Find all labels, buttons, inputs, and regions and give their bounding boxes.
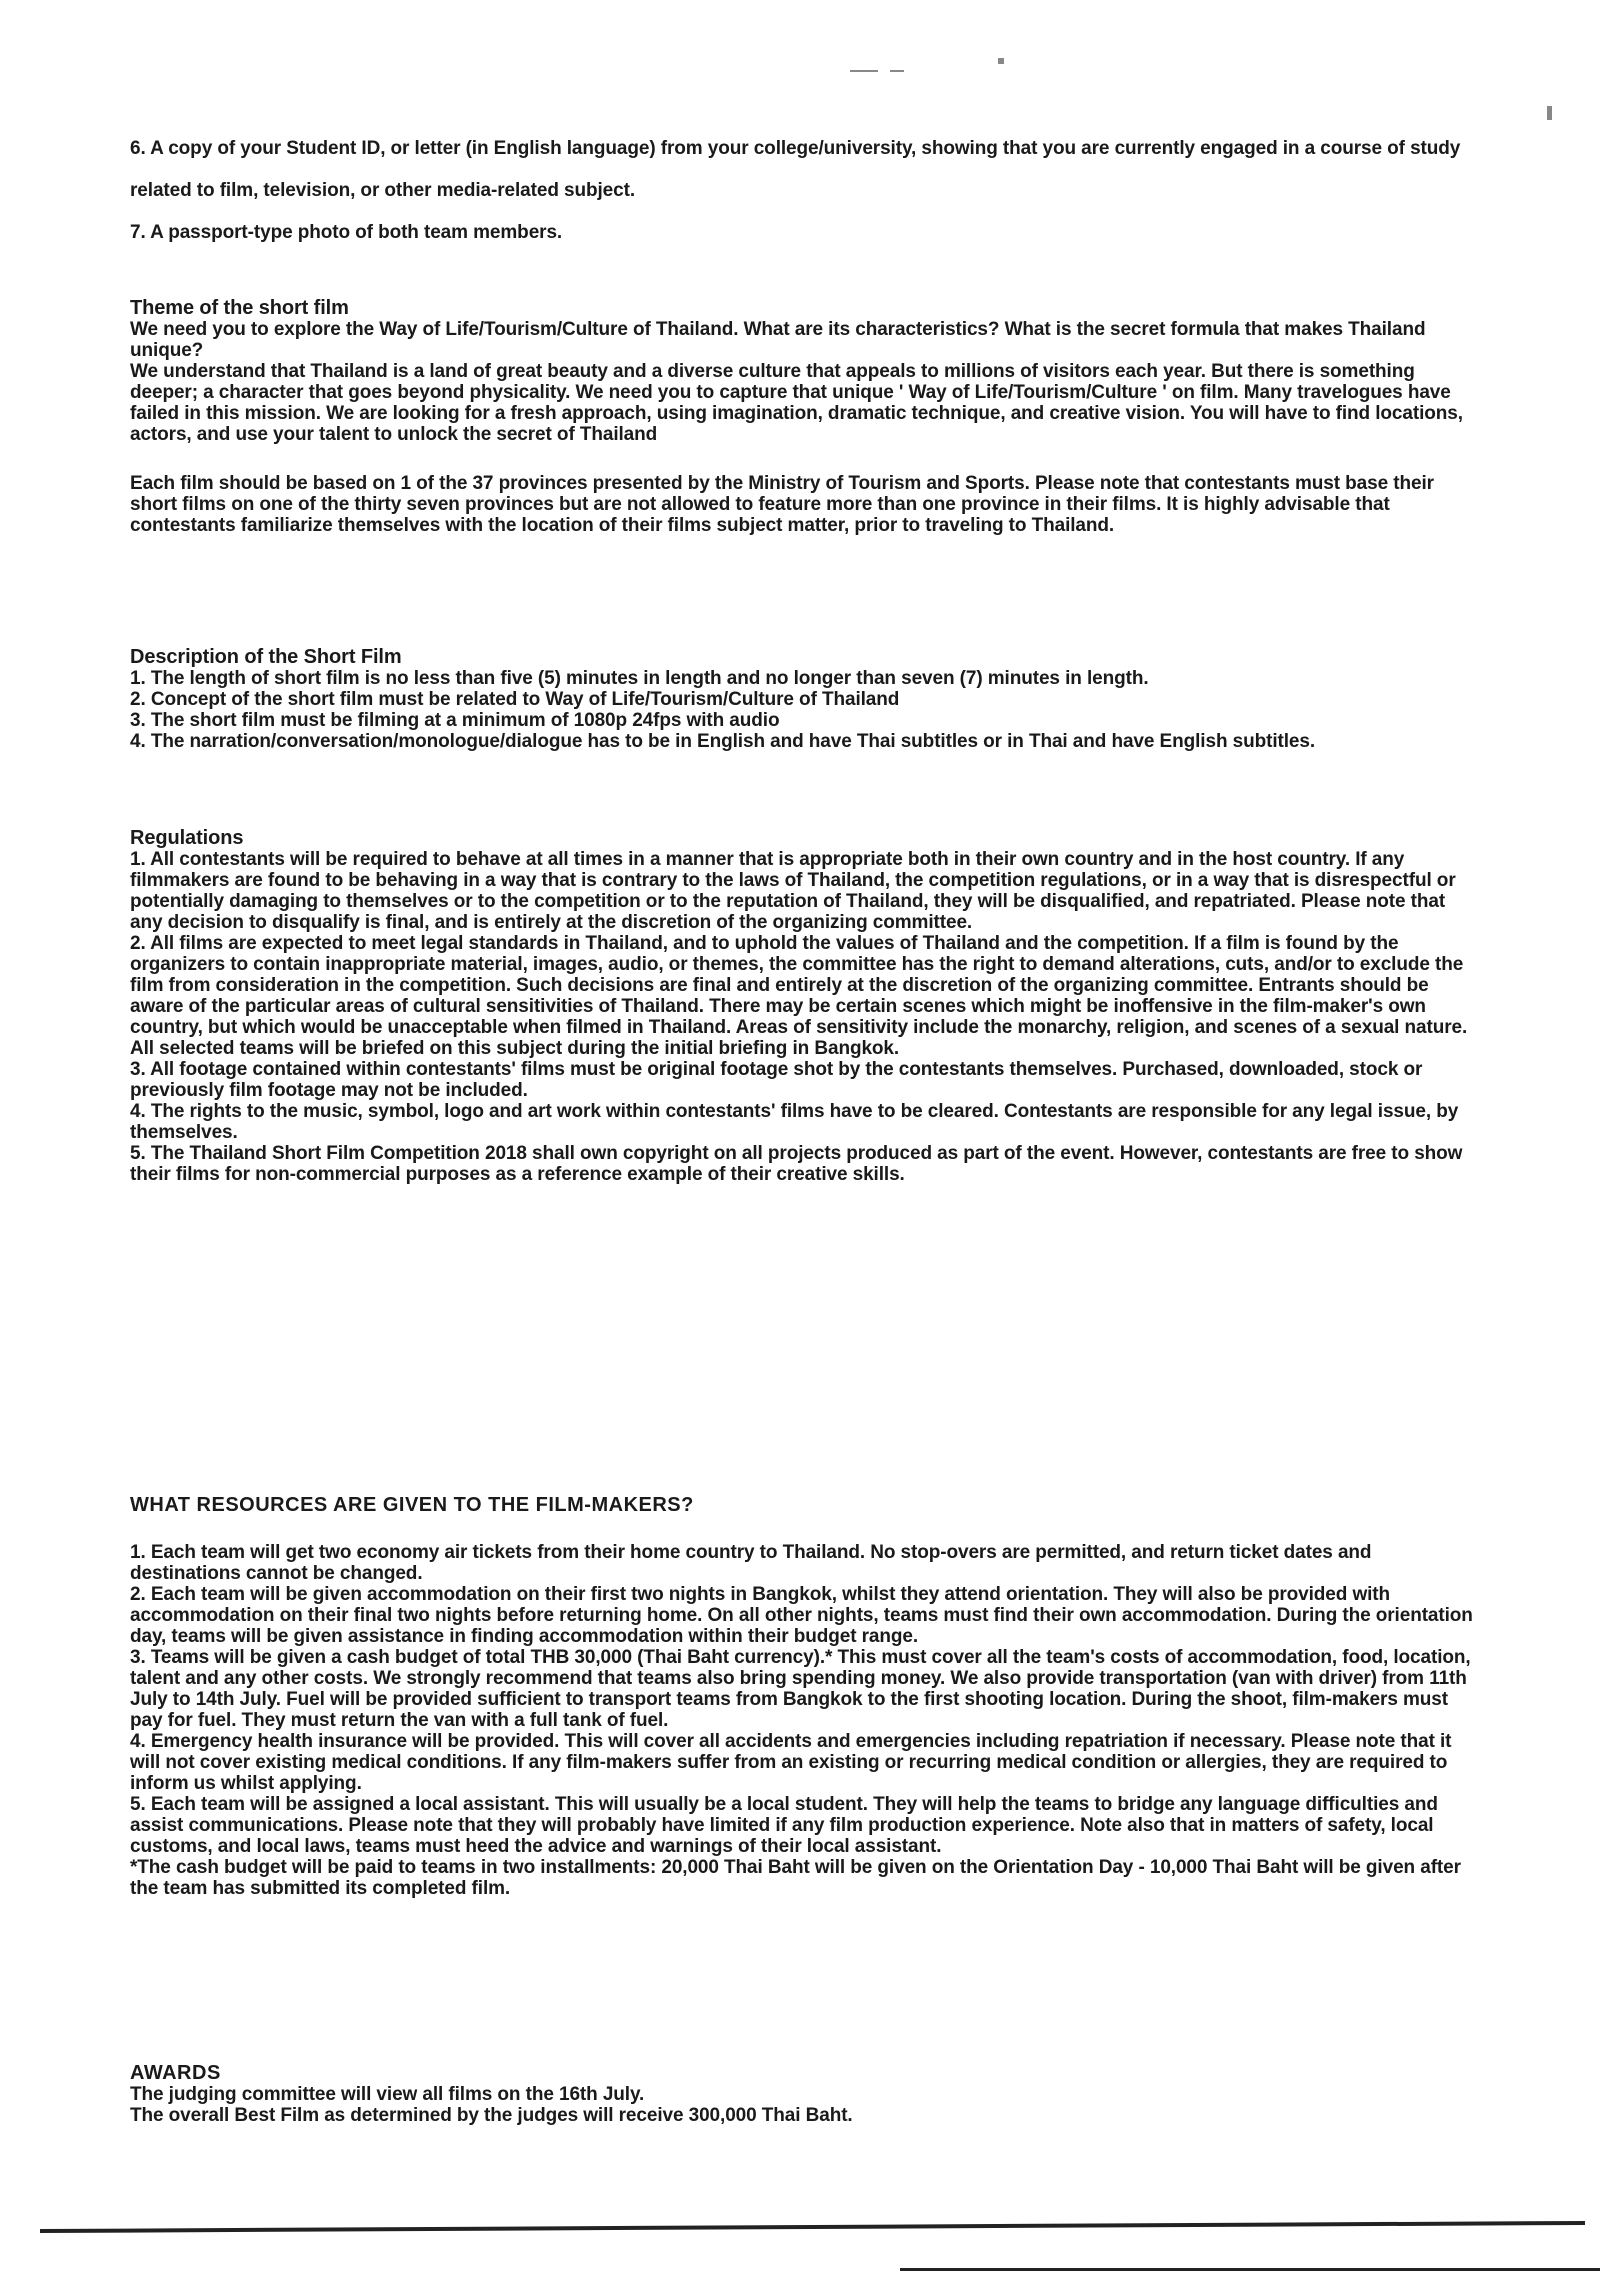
award-item: The judging committee will view all films on the 16th July. [130,2084,645,2105]
regulation-item: 2. All films are expected to meet legal standards in Thailand, and to uphold the values of Thailand and the competition. If a film is found by the organizers to contain inappropriate material, images, audio, or themes, the committee has the right to demand alterations, cuts, and/or to exclude the film from consideration in the competition. Such decisions are final and entirely at the discretion of the organizing committee. Entrants should be aware of the particular areas of cultural sensitivities of Thailand. There may be certain scenes which might be inoffensive in the film-maker's own country, but which would be unacceptable when filmed in Thailand. Areas of sensitivity include the monarchy, religion, and scenes of a sexual nature. All selected teams will be briefed on this subject during the initial briefing in Bangkok. [130,933,1468,1059]
awards-section [130,2063,1480,2126]
theme-heading: Theme of the short film [130,297,349,319]
description-item: 1. The length of short film is no less than five (5) minutes in length and no longer than seven (7) minutes in length. [130,668,1149,689]
intro-item: 6. A copy of your Student ID, or letter (in English language) from your college/university, showing that you are currently engaged in a course of study related to film, television, or other media-related subject. [130,138,1461,201]
regulation-item: 1. All contestants will be required to behave at all times in a manner that is appropriate both in their own country and in the host country. If any filmmakers are found to be behaving in a way that is contrary to the laws of Thailand, the competition regulations, or in a way that is disrespectful or potentially damaging to themselves or to the competition or to the reputation of Thailand, they will be disqualified, and repatriated. Please note that any decision to disqualify is final, and is entirely at the discretion of the organizing committee. [130,849,1456,933]
scan-mark [850,70,878,72]
description-section [130,647,1480,752]
scan-mark [998,58,1004,64]
resource-item: 1. Each team will get two economy air tickets from their home country to Thailand. No stop-overs are permitted, and return ticket dates and destinations cannot be changed. [130,1542,1372,1584]
resource-item: 4. Emergency health insurance will be provided. This will cover all accidents and emergencies including repatriation if necessary. Please note that it will not cover existing medical conditions. If any film-makers suffer from an existing or recurring medical condition or allergies, they are required to inform us whilst applying. [130,1731,1452,1794]
theme-note: Each film should be based on 1 of the 37 provinces presented by the Ministry of Tourism and Sports. Please note that contestants must base their short films on one of the thirty seven provinces but are not allowed to feature more than one province in their films. It is highly advisable that contestants familiarize themselves with the location of their films subject matter, prior to traveling to Thailand. [130,473,1434,536]
resource-item: 5. Each team will be assigned a local assistant. This will usually be a local student. They will help the teams to bridge any language difficulties and assist communications. Please note that they will probably have limited if any film production experience. Note also that in matters of safety, local customs, and local laws, teams must heed the advice and warnings of their local assistant. [130,1794,1438,1857]
scan-mark [1547,106,1552,120]
resource-item: 3. Teams will be given a cash budget of total THB 30,000 (Thai Baht currency).* This must cover all the team's costs of accommodation, food, location, talent and any other costs. We strongly recommend that teams also bring spending money. We also provide transportation (van with driver) from 11th July to 14th July. Fuel will be provided sufficient to transport teams from Bangkok to the first shooting location. During the shoot, film-makers must pay for fuel. They must return the van with a full tank of fuel. [130,1647,1471,1731]
resource-footnote: *The cash budget will be paid to teams in two installments: 20,000 Thai Baht will be given on the Orientation Day - 10,000 Thai Baht will be given after the team has submitted its completed film. [130,1857,1461,1899]
resources-section [130,1495,1480,1899]
intro-list [130,128,1480,254]
description-item: 3. The short film must be filming at a minimum of 1080p 24fps with audio [130,710,780,731]
regulations-section [130,828,1480,1185]
footer-rule [40,2221,1585,2233]
resource-item: 2. Each team will be given accommodation on their first two nights in Bangkok, whilst they attend orientation. They will also be provided with accommodation on their final two nights before returning home. On all other nights, teams must find their own accommodation. During the orientation day, teams will be given assistance in finding accommodation within their budget range. [130,1584,1473,1647]
intro-item: 7. A passport-type photo of both team members. [130,222,563,243]
theme-paragraph: We need you to explore the Way of Life/Tourism/Culture of Thailand. What are its characteristics? What is the secret formula that makes Thailand unique? [130,319,1426,361]
theme-section [130,298,1480,536]
theme-paragraph: We understand that Thailand is a land of great beauty and a diverse culture that appeals to millions of visitors each year. But there is something deeper; a character that goes beyond physicality. We need you to capture that unique ' Way of Life/Tourism/Culture ' on film. Many travelogues have failed in this mission. We are looking for a fresh approach, using imagination, dramatic technique, and creative vision. You will have to find locations, actors, and use your talent to unlock the secret of Thailand [130,361,1463,445]
regulations-heading: Regulations [130,827,244,849]
scan-mark [890,70,904,72]
resources-heading: WHAT RESOURCES ARE GIVEN TO THE FILM-MAKERS? [130,1494,694,1516]
footer-rule [900,2268,1600,2271]
regulation-item: 4. The rights to the music, symbol, logo and art work within contestants' films have to be cleared. Contestants are responsible for any legal issue, by themselves. [130,1101,1459,1143]
awards-heading: AWARDS [130,2062,221,2084]
description-item: 4. The narration/conversation/monologue/dialogue has to be in English and have Thai subtitles or in Thai and have English subtitles. [130,731,1316,752]
award-item: The overall Best Film as determined by the judges will receive 300,000 Thai Baht. [130,2105,853,2126]
description-heading: Description of the Short Film [130,646,402,668]
description-item: 2. Concept of the short film must be related to Way of Life/Tourism/Culture of Thailand [130,689,900,710]
regulation-item: 3. All footage contained within contestants' films must be original footage shot by the contestants themselves. Purchased, downloaded, stock or previously film footage may not be included. [130,1059,1423,1101]
regulation-item: 5. The Thailand Short Film Competition 2018 shall own copyright on all projects produced as part of the event. However, contestants are free to show their films for non-commercial purposes as a reference example of their creative skills. [130,1143,1463,1185]
